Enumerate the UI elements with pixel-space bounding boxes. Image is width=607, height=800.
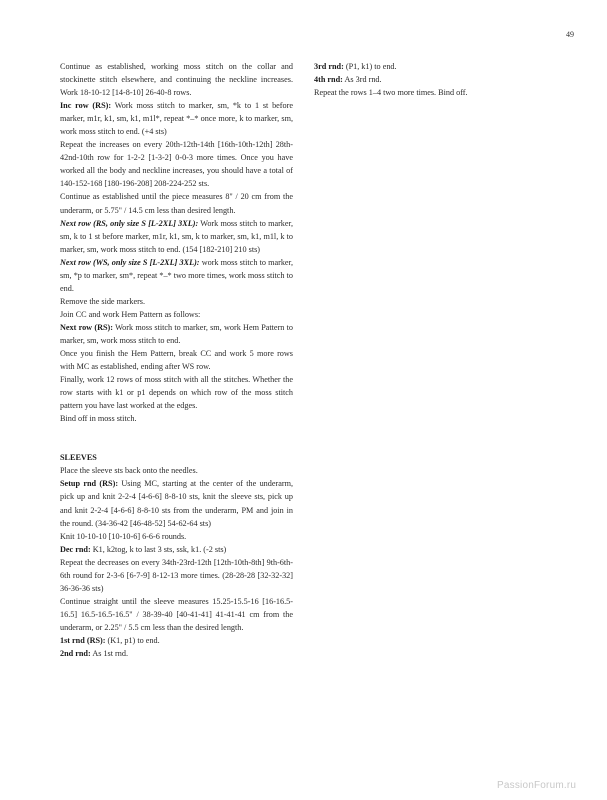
paragraph-repeat-rows: Repeat the rows 1–4 two more times. Bind off. [314,88,468,98]
dec-rnd-instruction [60,543,293,556]
left-column [60,60,293,660]
paragraph-knit-rounds: Knit 10-10-10 [10-10-6] 6-6-6 rounds. [60,531,187,541]
paragraph-finally: Finally, work 12 rows of moss stitch with all the stitches. Whether the row starts with k1 or p1 depends on which row of the moss stitch pattern you have last worked at the edges. [60,375,293,411]
paragraph-repeat-decreases: Repeat the decreases on every 34th-23rd-12th [12th-10th-8th] 9th-6th-6th round for 2-3-6 [6-7-9] 8-12-13 more times. (28-28-28 [32-32-32] 36-36-36 sts) [60,557,293,593]
next-row-hem-text: Work moss stitch to marker, sm, work Hem Pattern to marker, sm, work moss stitch to end. [60,322,293,345]
paragraph-continue: Continue as established, working moss stitch on the collar and stockinette stitch elsewhere, and continuing the neckline increases. Work 18-10-12 [14-8-10] 26-40-8 rows. [60,62,293,98]
paragraph-continue-until: Continue as established until the piece measures 8" / 20 cm from the underarm, or 5.75" / 14.5 cm less than desired length. [60,192,293,215]
setup-rnd-text: Using MC, starting at the center of the underarm, pick up and knit 2-2-4 [4-6-6] 8-8-10 sts, knit the sleeve sts, pick up and knit 2-2-4 [4-6-6] 8-8-10 sts from the underarm, PM and join in the round. (34-36-42 [46-48-52] 54-62-64 sts) [60,479,293,528]
dec-rnd-label: Dec rnd: [60,544,91,554]
rnd-2-text: As 1st rnd. [90,649,129,659]
rnd-1-label: 1st rnd (RS): [60,635,106,645]
next-row-rs-instruction [60,217,293,256]
rnd-2-instruction [60,647,293,660]
rnd-4-text: As 3rd rnd. [342,75,382,85]
paragraph-finish-hem: Once you finish the Hem Pattern, break CC and work 5 more rows with MC as established, ending after WS row. [60,349,293,372]
paragraph-bind-off: Bind off in moss stitch. [60,414,137,424]
next-row-ws-label: Next row (WS, only size S [L-2XL] 3XL): [60,257,200,267]
rnd-1-text: (K1, p1) to end. [105,635,160,645]
rnd-3-instruction [314,60,552,73]
inc-row-label: Inc row (RS): [60,101,112,111]
watermark: PassionForum.ru [497,780,577,791]
paragraph-repeat-increases: Repeat the increases on every 20th-12th-14th [16th-10th-12th] 28th-42nd-10th row for 1-2-2 [1-3-2] 0-0-3 more times. Once you have worked all the body and neckline increases, you should have a total of 140-152-168 [180-196-208] 208-224-252 sts. [60,140,293,189]
paragraph-remove-markers: Remove the side markers. [60,296,146,306]
next-row-rs-label: Next row (RS, only size S [L-2XL] 3XL): [60,218,199,228]
rnd-4-instruction [314,73,552,86]
next-row-hem-label: Next row (RS): [60,322,113,332]
setup-rnd-instruction [60,477,293,529]
next-row-hem-instruction [60,321,293,347]
rnd-3-text: (P1, k1) to end. [343,62,397,71]
inc-row-text: Work moss stitch to marker, sm, *k to 1 st before marker, m1r, k1, sm, k1, m1l*, repeat *–* once more, k to marker, sm, work moss stitch to end. (+4 sts) [60,101,293,137]
inc-row-instruction [60,99,293,138]
rnd-4-label: 4th rnd: [314,75,343,85]
sleeves-heading: SLEEVES [60,453,97,463]
right-column [314,60,552,99]
paragraph-place-sleeve: Place the sleeve sts back onto the needles. [60,466,198,476]
next-row-ws-instruction [60,256,293,295]
paragraph-join-cc: Join CC and work Hem Pattern as follows: [60,309,201,319]
paragraph-continue-straight: Continue straight until the sleeve measures 15.25-15.5-16 [16-16.5-16.5] 16.5-16.5-16.5" / 38-39-40 [40-41-41] 41-41-41 cm from the underarm, or 2.25" / 5.5 cm less than the desired length. [60,596,293,632]
page-number: 49 [566,30,574,39]
next-row-ws-text: work moss stitch to marker, sm, *p to marker, sm*, repeat *–* two more times, work moss stitch to end. [60,257,294,293]
next-row-rs-text: Work moss stitch to marker, sm, k to 1 st before marker, m1r, k1, sm, k to marker, sm, k1, m1l, k to marker, sm, work moss stitch to end. (154 [182-210] 210 sts) [60,218,293,254]
rnd-1-instruction [60,634,293,647]
rnd-3-label: 3rd rnd: [314,62,344,71]
setup-rnd-label: Setup rnd (RS): [60,479,119,489]
rnd-2-label: 2nd rnd: [60,649,91,659]
dec-rnd-text: K1, k2tog, k to last 3 sts, ssk, k1. (-2 sts) [90,544,227,554]
